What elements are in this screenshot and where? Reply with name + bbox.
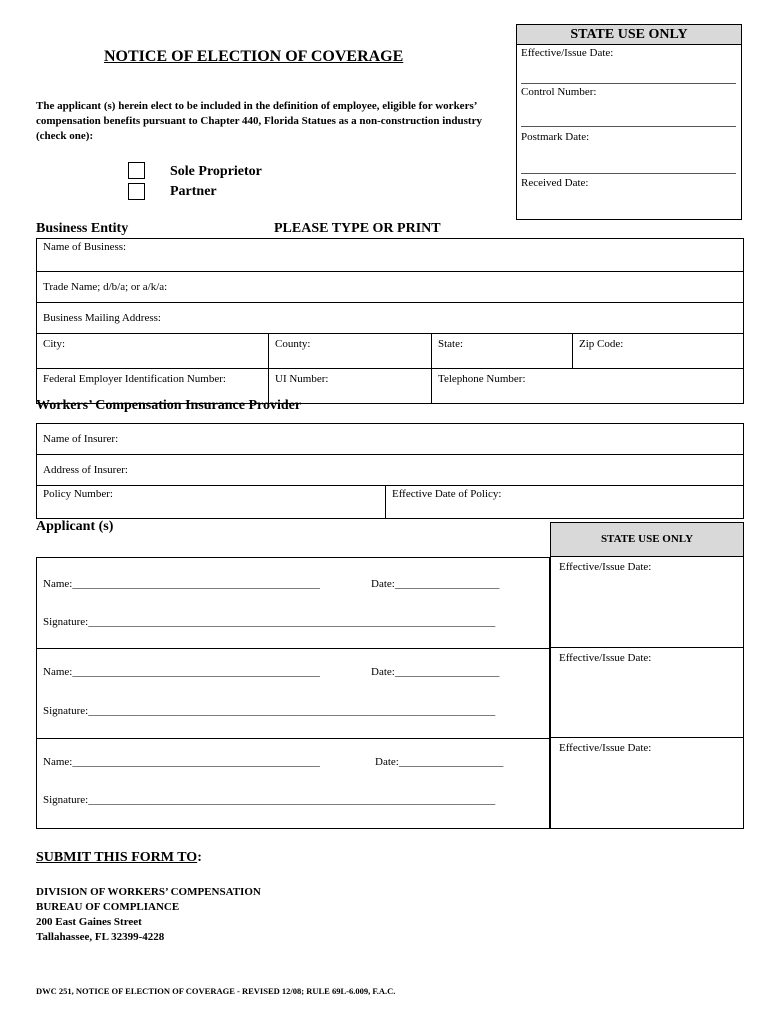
postmark-date-label: Postmark Date: xyxy=(521,131,590,143)
submit-heading-text: SUBMIT THIS FORM TO xyxy=(36,850,198,865)
intro-text: The applicant (s) herein elect to be included in the definition of employee, eligible for workers’ compensation benefits pursuant to Chapter 440, Florida Statues as a non-construction industry (check one): xyxy=(36,100,482,142)
mailing-address-block xyxy=(36,885,261,945)
partner-checkbox[interactable] xyxy=(128,183,145,200)
partner-label: Partner xyxy=(170,184,217,199)
state-use-box-top xyxy=(516,24,742,220)
city-field[interactable]: City: xyxy=(37,334,269,369)
type-or-print-instruction: PLEASE TYPE OR PRINT xyxy=(274,221,441,236)
address-line: BUREAU OF COMPLIANCE xyxy=(36,901,180,913)
applicant-name-field[interactable]: Name:_____________________________________________ xyxy=(43,756,320,768)
zip-code-field[interactable]: Zip Code: xyxy=(573,334,744,369)
insurer-name-field[interactable]: Name of Insurer: xyxy=(37,424,744,455)
applicant-name-field[interactable]: Name:_____________________________________________ xyxy=(43,666,320,678)
control-number-label: Control Number: xyxy=(521,86,597,98)
address-line: 200 East Gaines Street xyxy=(36,916,142,928)
submit-heading-colon: : xyxy=(197,850,202,865)
received-date-label: Received Date: xyxy=(521,177,589,189)
effective-issue-date-label: Effective/Issue Date: xyxy=(559,742,652,754)
ui-number-field[interactable]: UI Number: xyxy=(269,369,432,404)
state-use-side-box xyxy=(550,557,744,829)
form-title: NOTICE OF ELECTION OF COVERAGE xyxy=(104,48,404,65)
applicant-row xyxy=(37,739,549,828)
state-field[interactable]: State: xyxy=(432,334,573,369)
policy-number-field[interactable]: Policy Number: xyxy=(37,486,386,519)
address-line: DIVISION OF WORKERS’ COMPENSATION xyxy=(36,886,261,898)
effective-issue-date-label: Effective/Issue Date: xyxy=(559,652,652,664)
submit-heading xyxy=(36,850,202,866)
sole-proprietor-checkbox[interactable] xyxy=(128,162,145,179)
applicant-row xyxy=(37,649,549,739)
policy-effective-date-field[interactable]: Effective Date of Policy: xyxy=(386,486,744,519)
applicant-row xyxy=(37,558,549,649)
trade-name-field[interactable]: Trade Name; d/b/a; or a/k/a: xyxy=(37,272,744,303)
applicant-name-field[interactable]: Name:_____________________________________________ xyxy=(43,578,320,590)
applicant-date-field[interactable]: Date:___________________ xyxy=(371,578,500,590)
applicant-signature-field[interactable]: Signature:__________________________________________________________________________ xyxy=(43,616,496,628)
divider xyxy=(521,83,736,84)
effective-issue-date-label: Effective/Issue Date: xyxy=(559,561,652,573)
applicant-signature-field[interactable]: Signature:__________________________________________________________________________ xyxy=(43,794,496,806)
insurer-address-field[interactable]: Address of Insurer: xyxy=(37,455,744,486)
insurance-provider-heading: Workers’ Compensation Insurance Provider xyxy=(36,398,302,413)
county-field[interactable]: County: xyxy=(269,334,432,369)
business-entity-table xyxy=(36,238,744,404)
applicant-signature-field[interactable]: Signature:__________________________________________________________________________ xyxy=(43,705,496,717)
telephone-field[interactable]: Telephone Number: xyxy=(432,369,744,404)
applicant-date-field[interactable]: Date:___________________ xyxy=(371,666,500,678)
sole-proprietor-label: Sole Proprietor xyxy=(170,164,262,179)
applicants-heading: Applicant (s) xyxy=(36,519,114,534)
divider xyxy=(521,173,736,174)
divider xyxy=(521,126,736,127)
state-use-cell xyxy=(551,738,743,827)
state-use-header-side: STATE USE ONLY xyxy=(550,522,744,557)
mailing-address-field[interactable]: Business Mailing Address: xyxy=(37,303,744,334)
effective-issue-date-label: Effective/Issue Date: xyxy=(521,47,614,59)
state-use-header: STATE USE ONLY xyxy=(517,25,741,45)
state-use-cell xyxy=(551,557,743,648)
applicants-box xyxy=(36,557,550,829)
fein-field[interactable]: Federal Employer Identification Number: xyxy=(37,369,269,404)
form-footer: DWC 251, NOTICE OF ELECTION OF COVERAGE - REVISED 12/08; RULE 69L-6.009, F.A.C. xyxy=(36,986,396,996)
applicant-date-field[interactable]: Date:___________________ xyxy=(375,756,504,768)
address-line: Tallahassee, FL 32399-4228 xyxy=(36,931,165,943)
name-of-business-field[interactable]: Name of Business: xyxy=(37,239,744,272)
business-entity-heading: Business Entity xyxy=(36,221,129,236)
state-use-cell xyxy=(551,648,743,738)
insurance-provider-table xyxy=(36,423,744,519)
